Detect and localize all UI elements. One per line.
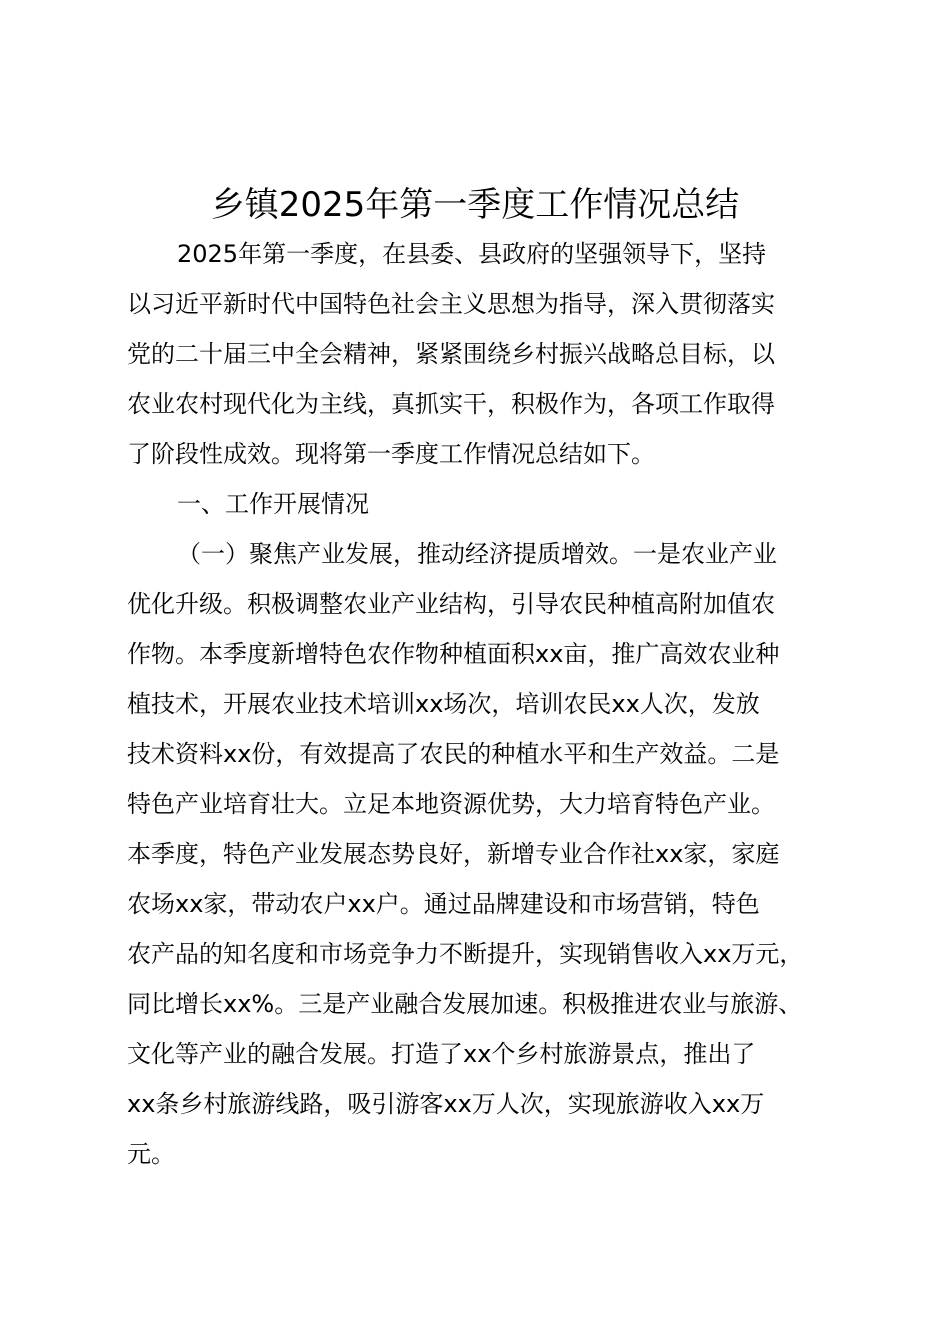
paragraph-line: 植技术，开展农业技术培训xx场次，培训农民xx人次，发放 bbox=[127, 690, 760, 718]
document-title: 乡镇2025年第一季度工作情况总结 bbox=[210, 185, 740, 225]
paragraph-line: 农业农村现代化为主线，真抓实干，积极作为，各项工作取得 bbox=[127, 390, 775, 418]
paragraph-line: 了阶段性成效。现将第一季度工作情况总结如下。 bbox=[127, 440, 655, 468]
paragraph-line: 特色产业培育壮大。立足本地资源优势，大力培育特色产业。 bbox=[127, 790, 775, 818]
paragraph-line: （一）聚焦产业发展，推动经济提质增效。一是农业产业 bbox=[177, 540, 777, 568]
document-body bbox=[127, 229, 867, 1179]
paragraph-line: 同比增长xx%。三是产业融合发展加速。积极推进农业与旅游、 bbox=[127, 990, 803, 1018]
paragraph-line: xx条乡村旅游线路，吸引游客xx万人次，实现旅游收入xx万 bbox=[127, 1090, 765, 1118]
paragraph-line: 党的二十届三中全会精神，紧紧围绕乡村振兴战略总目标，以 bbox=[127, 340, 775, 368]
paragraph-line: 2025年第一季度，在县委、县政府的坚强领导下，坚持 bbox=[177, 240, 767, 268]
paragraph-line: 本季度，特色产业发展态势良好，新增专业合作社xx家，家庭 bbox=[127, 840, 780, 868]
paragraph-line: 农产品的知名度和市场竞争力不断提升，实现销售收入xx万元， bbox=[127, 940, 804, 968]
paragraph-line: 农场xx家，带动农户xx户。通过品牌建设和市场营销，特色 bbox=[127, 890, 760, 918]
paragraph-line: 技术资料xx份，有效提高了农民的种植水平和生产效益。二是 bbox=[127, 740, 780, 768]
paragraph-line: 以习近平新时代中国特色社会主义思想为指导，深入贯彻落实 bbox=[127, 290, 775, 318]
paragraph-line: 元。 bbox=[127, 1140, 175, 1168]
paragraph-line: 作物。本季度新增特色农作物种植面积xx亩，推广高效农业种 bbox=[127, 640, 780, 668]
paragraph-line: 优化升级。积极调整农业产业结构，引导农民种植高附加值农 bbox=[127, 590, 775, 618]
paragraph-line: 文化等产业的融合发展。打造了xx个乡村旅游景点，推出了 bbox=[127, 1040, 756, 1068]
section-heading: 一、工作开展情况 bbox=[177, 490, 369, 518]
